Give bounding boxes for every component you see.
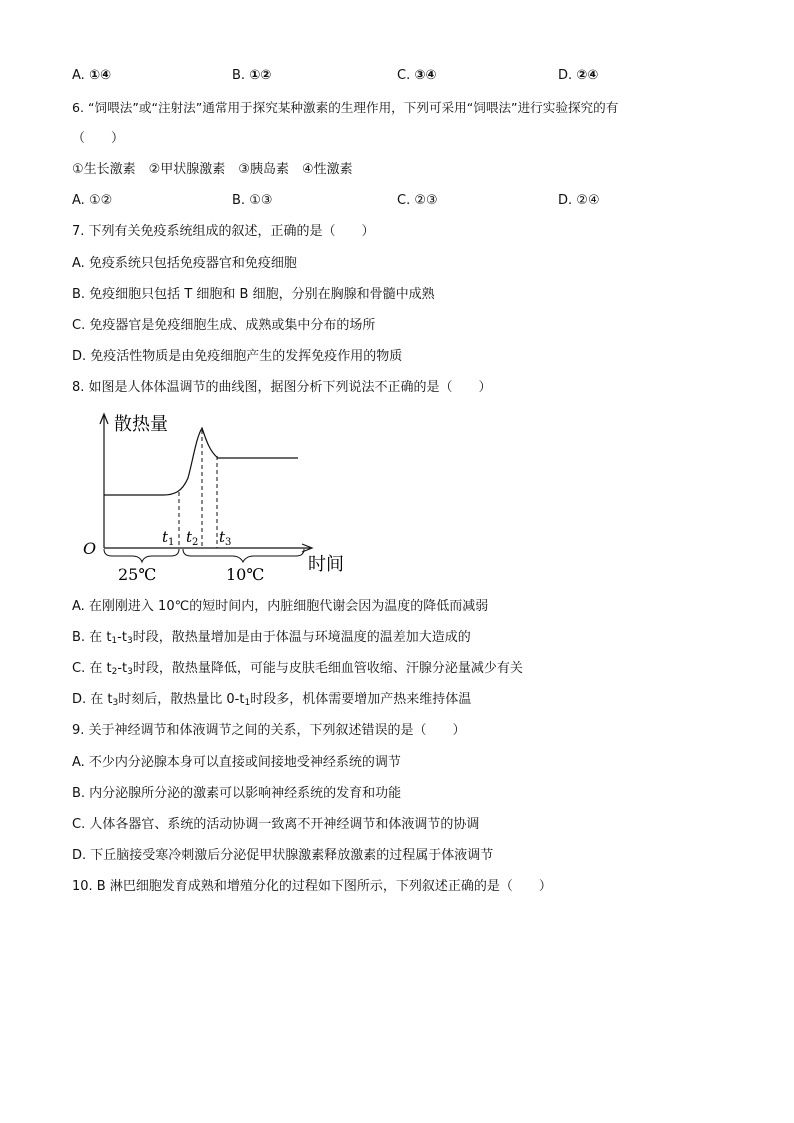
heat-curve: [104, 428, 298, 495]
t3-label: $t_3$: [219, 528, 232, 548]
q9-option-d: D. 下丘脑接受寒冷刺激后分泌促甲状腺激素释放激素的过程属于体液调节: [72, 848, 494, 863]
brace-25: [104, 549, 179, 562]
q6-option-c: C. ②③: [397, 193, 438, 208]
q6-option-b: B. ①③: [232, 193, 273, 208]
q7-option-b: B. 免疫细胞只包括 T 细胞和 B 细胞，分别在胸腺和骨髓中成熟: [72, 287, 435, 302]
q10-stem: 10. B 淋巴细胞发育成熟和增殖分化的过程如下图所示，下列叙述正确的是（ ）: [72, 879, 552, 894]
q7-option-c: C. 免疫器官是免疫细胞生成、成熟或集中分布的场所: [72, 318, 376, 333]
temp-10-label: 10℃: [226, 565, 265, 583]
q7-option-d: D. 免疫活性物质是由免疫细胞产生的发挥免疫作用的物质: [72, 349, 403, 364]
t1-label: $t_1$: [162, 528, 175, 548]
q5-option-b: B. ①②: [232, 68, 272, 83]
q9-option-c: C. 人体各器官、系统的活动协调一致离不开神经调节和体液调节的协调: [72, 817, 480, 832]
q7-stem: 7. 下列有关免疫系统组成的叙述，正确的是（ ）: [72, 224, 375, 239]
heat-dissipation-figure: [78, 408, 368, 583]
q6-option-d: D. ②④: [558, 193, 600, 208]
brace-10: [183, 549, 304, 562]
q7-option-a: A. 免疫系统只包括免疫器官和免疫细胞: [72, 256, 297, 271]
q5-option-d: D. ②④: [558, 68, 599, 83]
q8-option-c: C. 在 $t_2-t_3$时段，散热量降低，可能与皮肤毛细血管收缩、汗腺分泌量减少有关: [72, 661, 523, 677]
temp-25-label: 25℃: [118, 565, 157, 583]
q8-stem: 8. 如图是人体体温调节的曲线图，据图分析下列说法不正确的是（ ）: [72, 380, 492, 395]
q5-option-c: C. ③④: [397, 68, 437, 83]
q9-option-b: B. 内分泌腺所分泌的激素可以影响神经系统的发育和功能: [72, 786, 402, 801]
q6-paren: （ ）: [72, 131, 125, 146]
t2-label: $t_2$: [186, 528, 199, 548]
q6-option-a: A. ①②: [72, 193, 113, 208]
q5-option-a: A. ①④: [72, 68, 111, 83]
origin-label: O: [83, 539, 97, 558]
q8-option-b: B. 在 $t_1-t_3$时段，散热量增加是由于体温与环境温度的温差加大造成的: [72, 630, 471, 646]
q6-items: ①生长激素 ②甲状腺激素 ③胰岛素 ④性激素: [72, 162, 353, 177]
y-axis-label: 散热量: [114, 414, 168, 435]
x-axis-label: 时间: [308, 554, 344, 575]
q8-option-a: A. 在刚刚进入 10℃的短时间内，内脏细胞代谢会因为温度的降低而减弱: [72, 599, 489, 614]
q9-option-a: A. 不少内分泌腺本身可以直接或间接地受神经系统的调节: [72, 755, 401, 770]
q6-stem: 6. “饲喂法”或“注射法”通常用于探究某种激素的生理作用，下列可采用“饲喂法”进行实验探究的有: [72, 100, 619, 115]
q8-option-d: D. 在 $t_3$时刻后，散热量比 $0-t_1$时段多，机体需要增加产热来维持体温: [72, 692, 472, 708]
q9-stem: 9. 关于神经调节和体液调节之间的关系，下列叙述错误的是（ ）: [72, 723, 466, 738]
